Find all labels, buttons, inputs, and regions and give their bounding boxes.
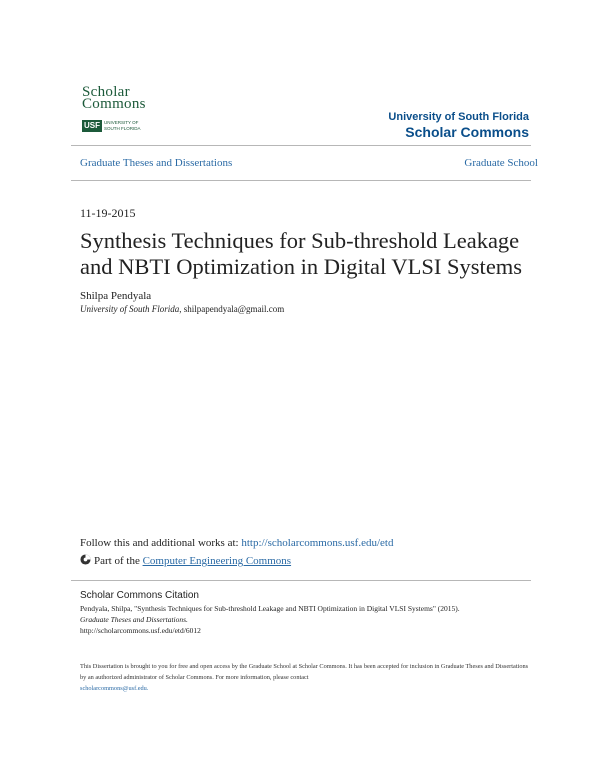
divider-citation	[71, 580, 531, 581]
citation-series-name: Graduate Theses and Dissertations.	[80, 615, 188, 624]
follow-line	[80, 537, 393, 549]
divider-nav	[71, 180, 531, 181]
usf-subtitle-line1: UNIVERSITY OF	[104, 120, 139, 125]
affiliation-name: University of South Florida	[80, 304, 180, 314]
follow-text: Follow this and additional works at:	[80, 537, 242, 549]
repository-name[interactable]: Scholar Commons	[405, 124, 529, 140]
citation-series	[80, 614, 540, 625]
usf-subtitle-line2: SOUTH FLORIDA	[104, 126, 141, 131]
citation-heading: Scholar Commons Citation	[80, 590, 199, 601]
logo-usf-row	[82, 120, 160, 132]
institution-block[interactable]	[388, 110, 529, 141]
part-of-line	[80, 554, 291, 567]
logo-commons-word: Commons	[82, 96, 146, 112]
collection-link[interactable]: Graduate Theses and Dissertations	[80, 157, 233, 169]
document-title: Synthesis Techniques for Sub-threshold Leakage and NBTI Optimization in Digital VLSI Systems	[80, 228, 523, 279]
author-name: Shilpa Pendyala	[80, 290, 152, 302]
author-affiliation	[80, 304, 284, 314]
university-name[interactable]: University of South Florida	[388, 111, 529, 123]
follow-link[interactable]: http://scholarcommons.usf.edu/etd	[241, 537, 394, 549]
scholar-commons-logo[interactable]	[82, 84, 160, 136]
notice-text: This Dissertation is brought to you for free and open access by the Graduate School at Scholar Commons. It has been accepted for inclusion in Graduate Theses and Dissertations by an authorized administrator of Scholar Commons. For more information, please contact	[80, 663, 529, 681]
citation-text: Pendyala, Shilpa, "Synthesis Techniques for Sub-threshold Leakage and NBTI Optimization in Digital VLSI Systems" (2015).	[80, 604, 460, 613]
author-email: , shilpapendyala@gmail.com	[179, 304, 285, 314]
school-link[interactable]: Graduate School	[464, 157, 538, 169]
logo-scholar-word: Scholar	[82, 84, 130, 100]
publication-date: 11-19-2015	[80, 206, 136, 220]
contact-email-link[interactable]: scholarcommons@usf.edu.	[80, 685, 149, 692]
commons-network-icon	[80, 554, 91, 565]
usf-badge: USF	[84, 121, 100, 130]
divider-top	[71, 145, 531, 146]
usf-subtitle	[104, 120, 141, 132]
logo-commons-text	[82, 96, 146, 113]
computer-engineering-commons-link[interactable]: Computer Engineering Commons	[142, 555, 292, 567]
access-notice	[80, 661, 530, 694]
citation-block	[80, 603, 540, 636]
part-of-text: Part of the	[94, 555, 143, 567]
citation-url[interactable]: http://scholarcommons.usf.edu/etd/6012	[80, 626, 201, 635]
